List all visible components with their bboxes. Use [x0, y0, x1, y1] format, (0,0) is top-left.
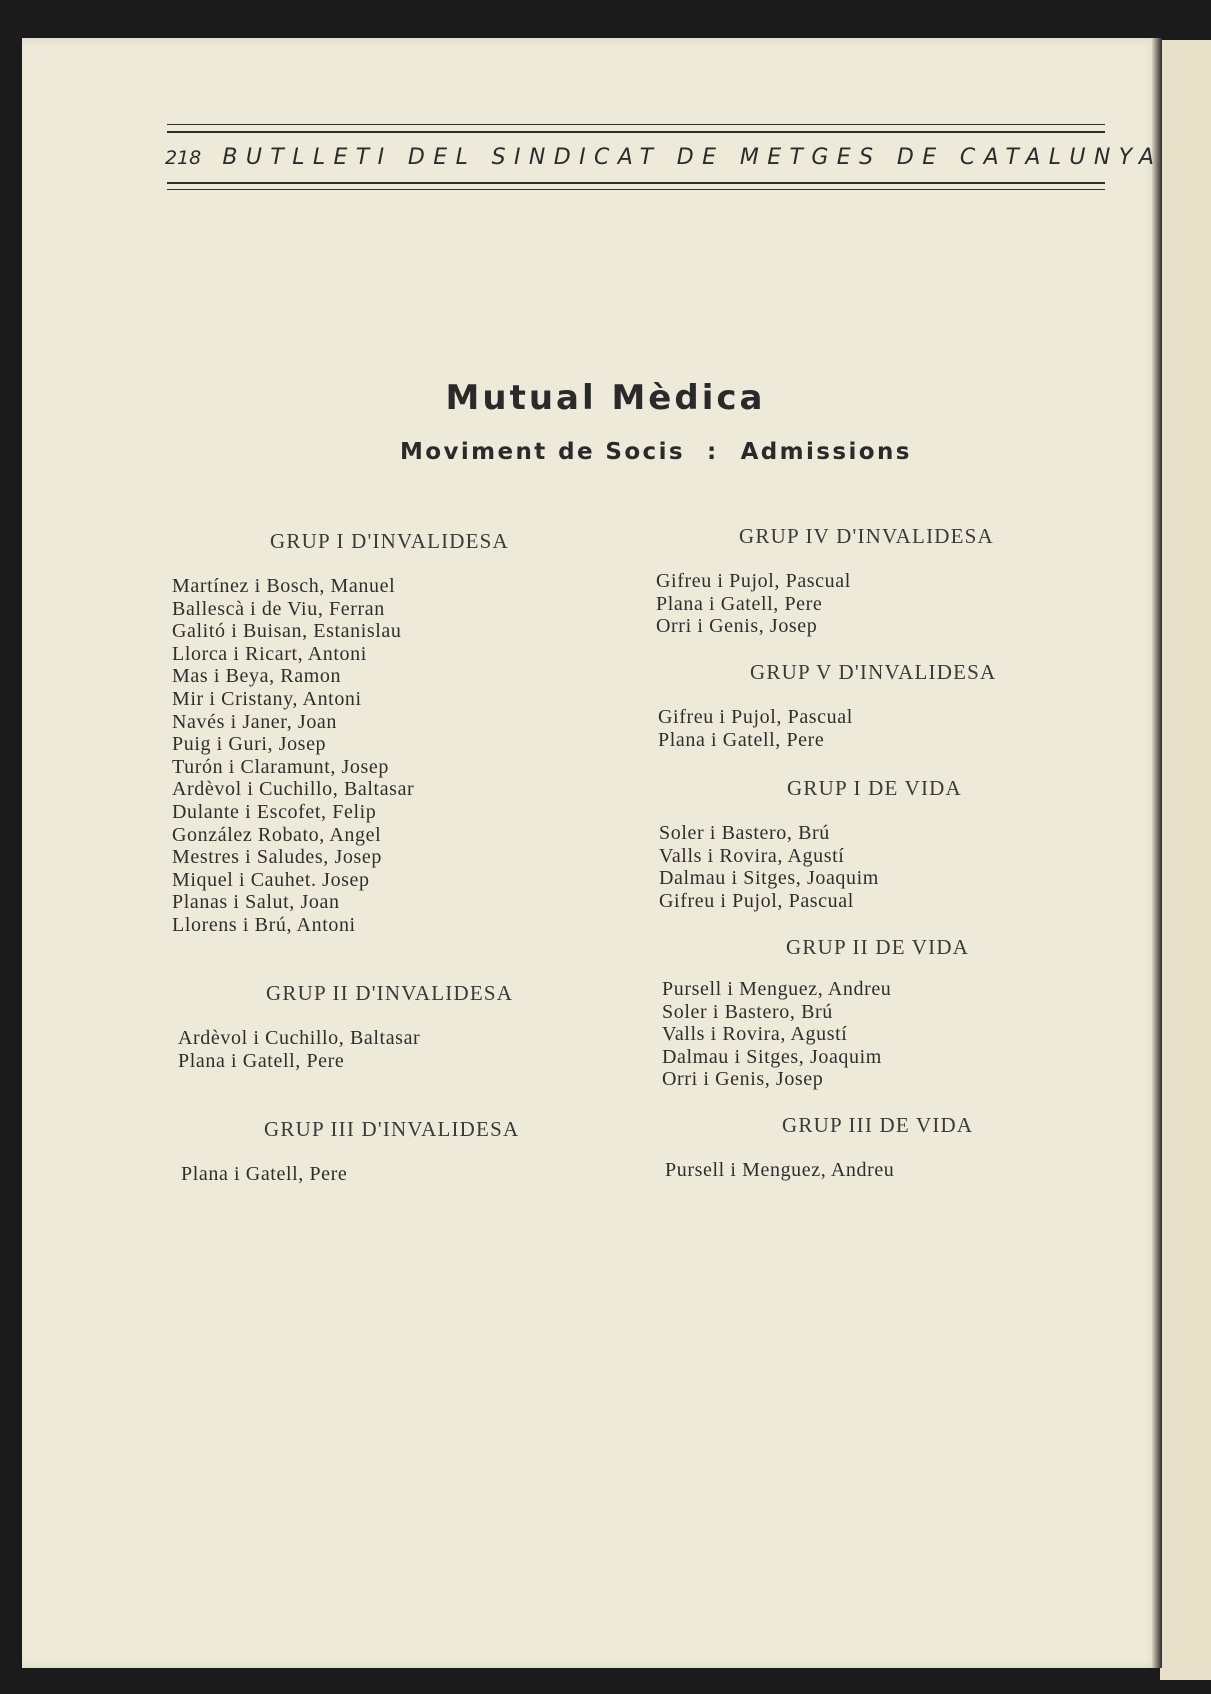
list-item: Llorca i Ricart, Antoni: [172, 642, 367, 665]
list-item: Gifreu i Pujol, Pascual: [659, 889, 854, 912]
subtitle-right: Admissions: [740, 439, 912, 465]
adjacent-page-edge: [1160, 40, 1211, 1680]
list-item: Pursell i Menguez, Andreu: [665, 1159, 895, 1181]
group-heading-invalidesa-2: GRUP II D'INVALIDESA: [266, 981, 514, 1005]
list-item: Puig i Guri, Josep: [172, 733, 327, 756]
name-list-invalidesa-1: [172, 575, 414, 937]
list-item: Dulante i Escofet, Felip: [172, 800, 377, 823]
group-heading-invalidesa-1: GRUP I D'INVALIDESA: [270, 529, 509, 553]
journal-title: BUTLLETI DEL SINDICAT DE METGES DE CATALUNYA: [222, 145, 1163, 170]
list-item: Plana i Gatell, Pere: [656, 592, 823, 615]
name-list-invalidesa-3: [181, 1163, 347, 1186]
list-item: Orri i Genis, Josep: [662, 1068, 824, 1091]
list-item: Dalmau i Sitges, Joaquim: [662, 1045, 882, 1068]
name-list-vida-2: [662, 978, 891, 1091]
list-item: Gifreu i Pujol, Pascual: [656, 570, 851, 592]
list-item: Gifreu i Pujol, Pascual: [658, 706, 853, 728]
list-item: Soler i Bastero, Brú: [659, 822, 830, 844]
name-list-invalidesa-2: [178, 1027, 420, 1072]
page-gutter-shadow: [1152, 38, 1162, 1668]
group-heading-vida-1: GRUP I DE VIDA: [787, 776, 962, 800]
list-item: Valls i Rovira, Agustí: [662, 1023, 848, 1046]
list-item: Orri i Genis, Josep: [656, 615, 818, 638]
list-item: Plana i Gatell, Pere: [178, 1049, 345, 1072]
list-item: Valls i Rovira, Agustí: [659, 844, 845, 867]
list-item: Mestres i Saludes, Josep: [172, 846, 382, 869]
list-item: Mas i Beya, Ramon: [172, 665, 342, 688]
list-item: Turón i Claramunt, Josep: [172, 755, 389, 778]
list-item: Mir i Cristany, Antoni: [172, 687, 362, 710]
list-item: Ardèvol i Cuchillo, Baltasar: [172, 778, 415, 801]
list-item: Planas i Salut, Joan: [172, 891, 340, 914]
name-list-vida-1: [659, 822, 879, 912]
page-title: Mutual Mèdica: [445, 378, 766, 418]
list-item: González Robato, Angel: [172, 823, 382, 846]
running-header: [165, 145, 1163, 170]
list-item: Galitó i Buisan, Estanislau: [172, 620, 402, 643]
name-list-invalidesa-5: [658, 706, 853, 751]
header-rule-bottom-thick: [167, 182, 1105, 184]
name-list-vida-3: [665, 1159, 894, 1182]
list-item: Martínez i Bosch, Manuel: [172, 575, 396, 597]
page-number: 218: [165, 147, 202, 169]
list-item: Miquel i Cauhet. Josep: [172, 868, 370, 891]
group-heading-invalidesa-5: GRUP V D'INVALIDESA: [750, 660, 997, 684]
list-item: Ardèvol i Cuchillo, Baltasar: [178, 1027, 421, 1049]
group-heading-vida-2: GRUP II DE VIDA: [786, 935, 970, 959]
name-list-invalidesa-4: [656, 570, 851, 638]
list-item: Plana i Gatell, Pere: [181, 1163, 348, 1185]
list-item: Plana i Gatell, Pere: [658, 728, 825, 751]
group-heading-vida-3: GRUP III DE VIDA: [782, 1113, 974, 1137]
list-item: Dalmau i Sitges, Joaquim: [659, 867, 879, 890]
list-item: Navés i Janer, Joan: [172, 710, 337, 733]
header-rule-bottom-thin: [167, 189, 1105, 190]
subtitle: [400, 439, 912, 465]
list-item: Ballescà i de Viu, Ferran: [172, 597, 385, 620]
subtitle-left: Moviment de Socis: [400, 439, 685, 465]
list-item: Pursell i Menguez, Andreu: [662, 978, 892, 1000]
header-rule-top-thin: [167, 124, 1105, 125]
list-item: Llorens i Brú, Antoni: [172, 913, 356, 936]
group-heading-invalidesa-4: GRUP IV D'INVALIDESA: [739, 524, 994, 548]
header-rule-top-thick: [167, 131, 1105, 133]
list-item: Soler i Bastero, Brú: [662, 1000, 833, 1023]
subtitle-separator: :: [706, 439, 719, 465]
group-heading-invalidesa-3: GRUP III D'INVALIDESA: [264, 1117, 520, 1141]
